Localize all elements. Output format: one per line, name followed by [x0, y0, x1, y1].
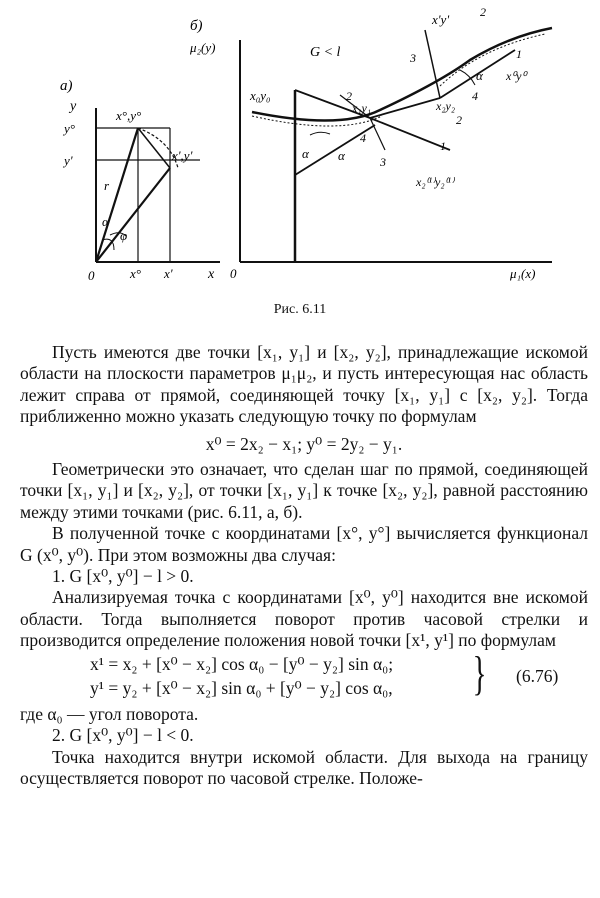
b-x2y2-1: x₂⁽¹⁾y₂⁽¹⁾ — [416, 175, 454, 189]
a-x0-label: x° — [130, 266, 141, 281]
equation-number: (6.76) — [516, 665, 559, 686]
b-x0y0: x₀y₀ — [250, 88, 271, 103]
b-x0y0-top: x⁰y⁰ — [506, 69, 527, 83]
figure-6-11 — [40, 0, 570, 300]
b-num-3-low: 3 — [380, 155, 386, 169]
b-num-4-left: 4 — [360, 131, 366, 145]
paragraph-4: Анализируемая точка с координатами [x⁰, y⁰] находится вне искомой области. Тогда выполняется поворот против часовой стрелки и производится определение положения новой точки [x¹, y¹] по формулам — [20, 587, 588, 651]
case-1: 1. G [x⁰, y⁰] − l > 0. — [52, 566, 194, 587]
b-num-1-low: 1 — [440, 139, 446, 153]
body-text — [20, 342, 588, 789]
a-axis-x: x — [208, 267, 215, 282]
equation-y1: y¹ = y₂ + [x⁰ − x₂] sin α₀ + [y⁰ − y₂] cos α₀, — [90, 677, 393, 698]
panel-b — [240, 28, 552, 262]
paragraph-1: Пусть имеются две точки [x₁, y₁] и [x₂, y₂], принадлежащие искомой области на плоскости параметров μ₁μ₂, и пусть интересующая нас область лежит справа от прямой, соединяющей точку [x₁, y₁] с [x₂, y₂]. Тогда приближенно можно указать следующую точку по формулам — [20, 342, 588, 427]
paragraph-3: В полученной точке с координатами [x°, y°] вычисляется функционал G (x⁰, y⁰). При этом возможны два случая: — [20, 523, 588, 565]
paragraph-5: где α₀ — угол поворота. — [20, 703, 199, 724]
b-alpha-right: α — [476, 68, 483, 83]
b-num-1-top: 1 — [516, 47, 522, 61]
a-phi-label: φ — [120, 228, 128, 243]
equation-x1: x¹ = x₂ + [x⁰ − x₂] cos α₀ − [y⁰ − y₂] sin α₀; — [90, 653, 394, 674]
a-axis-y: y — [70, 99, 77, 114]
case-2: 2. G [x⁰, y⁰] − l < 0. — [52, 725, 194, 746]
b-cond: G < l — [310, 45, 341, 60]
panel-a — [96, 108, 220, 262]
a-origin-label: 0 — [88, 268, 95, 283]
b-x2y2: x₂y₂ — [436, 99, 455, 113]
equation-1: x⁰ = 2x₂ − x₁; y⁰ = 2y₂ − y₁. — [205, 433, 403, 454]
paragraph-6: Точка находится внутри искомой области. Для выхода на границу осуществляется поворот по часовой стрелке. Положе- — [20, 746, 588, 788]
b-num-4-right: 4 — [472, 89, 478, 103]
a-y0-label: y° — [64, 121, 75, 136]
b-alpha-mid: α — [338, 148, 345, 163]
brace: } — [472, 646, 487, 700]
figure-svg — [40, 0, 570, 300]
a-pt1-label: x',y' — [172, 148, 193, 163]
panel-a-label: а) — [60, 78, 73, 94]
a-r-label: r — [104, 178, 110, 193]
b-num-2-right: 2 — [456, 113, 462, 127]
b-x1y1-top: x'y' — [432, 12, 450, 27]
a-pt0-label: x°,y° — [116, 108, 142, 123]
b-num-2-left: 2 — [346, 89, 352, 103]
b-num-2-top: 2 — [480, 5, 486, 19]
equation-6-76 — [20, 646, 588, 702]
a-alpha-label: α — [102, 214, 109, 229]
b-axis-mu1: μ₁(x) — [510, 266, 536, 281]
b-x1y1: x₁y₁ — [352, 101, 371, 115]
a-y1-label: y' — [64, 153, 73, 168]
b-axis-mu2: μ₂(y) — [190, 40, 216, 55]
b-alpha-left: α — [302, 146, 309, 161]
b-num-3-top: 3 — [410, 51, 416, 65]
paragraph-2: Геометрически это означает, что сделан шаг по прямой, соединяющей точки [x₁, y₁] и [x₂, y₂], от точки [x₁, y₁] к точке [x₂, y₂], равной расстоянию между этими точками (рис. 6.11, а, б). — [20, 459, 588, 522]
b-origin: 0 — [230, 266, 237, 281]
a-x1-label: x' — [164, 266, 173, 281]
figure-caption: Рис. 6.11 — [273, 302, 327, 317]
panel-b-label: б) — [190, 18, 203, 34]
